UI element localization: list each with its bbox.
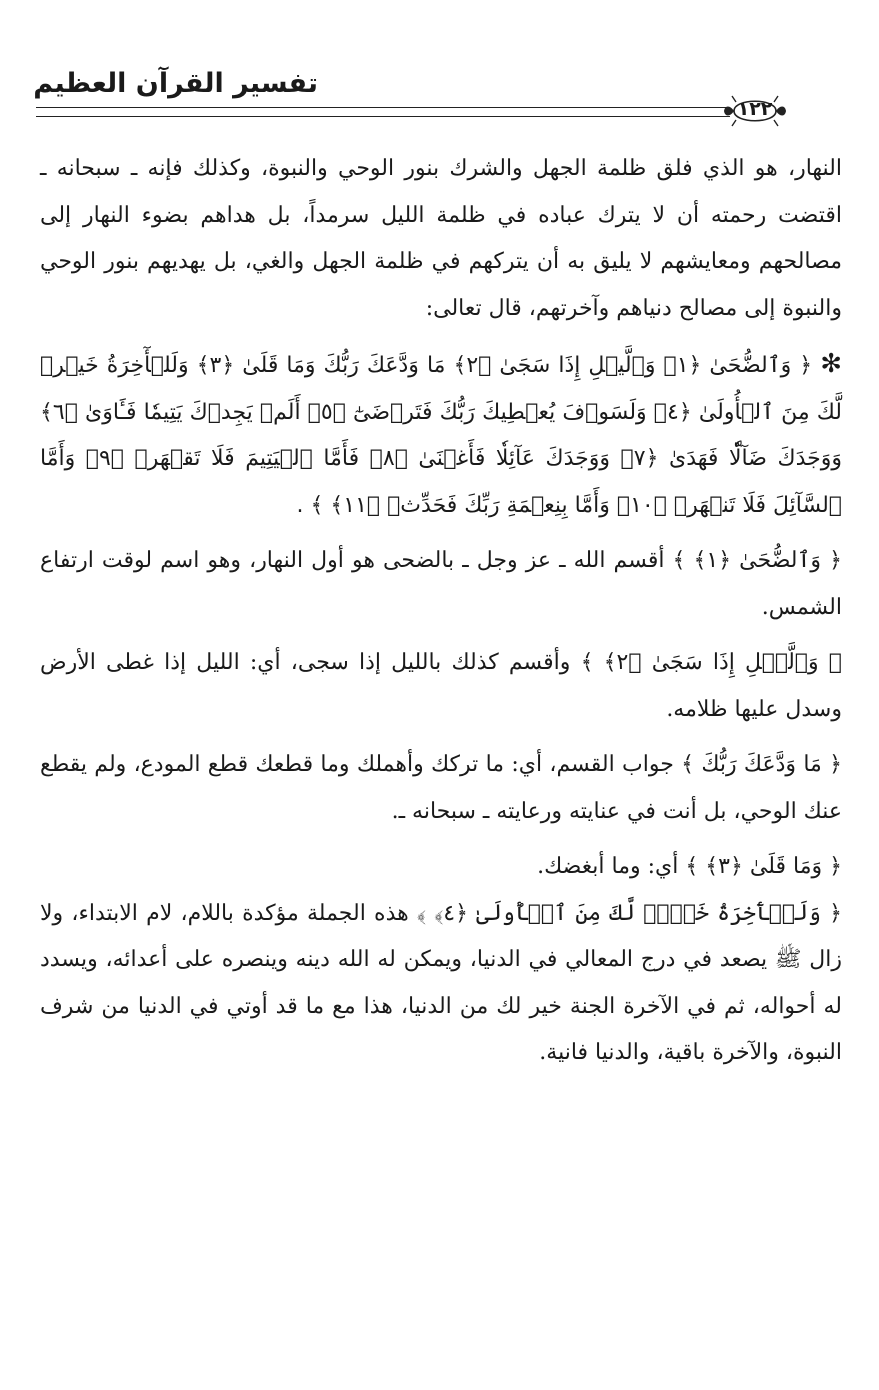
page-number: ١٢٢ xyxy=(737,98,773,120)
paragraph-intro: النهار، هو الذي فلق ظلمة الجهل والشرك بنور الوحي والنبوة، وكذلك فإنه ـ سبحانه ـ اقتضت رحمته أن لا يترك عباده في ظلمة الليل سرمداً، بل هداهم بضوء النهار إلى مصالحهم ومعايشهم لا يليق به أن يتركهم في ظلمة الجهل والغي، بل يهديهم بنور الوحي والنبوة إلى مصالح دنياهم وآخرتهم، قال تعالى: xyxy=(40,156,842,321)
paragraph-qala: ﴿ وَمَا قَلَىٰ ﴿٣﴾ ﴾ أي: وما أبغضك. xyxy=(537,854,842,879)
paragraph-wadda: ﴿ مَا وَدَّعَكَ رَبُّكَ ﴾ جواب القسم، أي: ما تركك وأهملك وما قطعك قطع المودع، ولم يقطع عنك الوحي، بل أنت في عنايته ورعايته ـ سبحانه ـ. xyxy=(40,752,842,824)
running-title: تفسير القرآن العظيم xyxy=(33,68,318,99)
quran-verse-block xyxy=(40,341,842,529)
page-body xyxy=(40,146,842,1077)
paragraph-akhira: ﴿ وَلَلۡأٓخِرَةُ خَيۡرٞ لَّكَ مِنَ ٱلۡأُولَىٰ ﴿٤﴾ ﴾ هذه الجملة مؤكدة باللام، لام الابتداء، ولا زال ﷺ يصعد في درج المعالي في الدنيا، ويمكن له الله دينه وينصره على أعدائه، ويسدد له أحواله، ثم في الآخرة الجنة خير لك من الدنيا، هذا مع ما قد أوتي في الدنيا من شرف النبوة، والآخرة باقية، والدنيا فانية. xyxy=(40,900,842,1065)
page-number-ornament xyxy=(722,92,788,130)
quran-verse-text: ﴿ وَٱلضُّحَىٰ ﴿١﴾ وَٱلَّيۡلِ إِذَا سَجَىٰ ﴿٢﴾ مَا وَدَّعَكَ رَبُّكَ وَمَا قَلَىٰ ﴿٣﴾ وَلَلۡأٓخِرَةُ خَيۡرٞ لَّكَ مِنَ ٱلۡأُولَىٰ ﴿٤﴾ وَلَسَوۡفَ يُعۡطِيكَ رَبُّكَ فَتَرۡضَىٰٓ ﴿٥﴾ أَلَمۡ يَجِدۡكَ يَتِيمٗا فَـَٔاوَىٰ ﴿٦﴾ وَوَجَدَكَ ضَآلّٗا فَهَدَىٰ ﴿٧﴾ وَوَجَدَكَ عَآئِلٗا فَأَغۡنَىٰ ﴿٨﴾ فَأَمَّا ٱلۡيَتِيمَ فَلَا تَقۡهَرۡ ﴿٩﴾ وَأَمَّا ٱلسَّآئِلَ فَلَا تَنۡهَرۡ ﴿١٠﴾ وَأَمَّا بِنِعۡمَةِ رَبِّكَ فَحَدِّثۡ ﴿١١﴾ ﴾ . xyxy=(40,353,842,518)
paragraph-layl: ﴿ وَٱلَّيۡلِ إِذَا سَجَىٰ ﴿٢﴾ ﴾ وأقسم كذلك بالليل إذا سجى، أي: الليل إذا غطى الأرض وسدل عليها ظلامه. xyxy=(40,650,842,722)
header-rule-bottom xyxy=(36,116,730,117)
paragraph-duha: ﴿ وَٱلضُّحَىٰ ﴿١﴾ ﴾ أقسم الله ـ عز وجل ـ بالضحى هو أول النهار، وهو اسم لوقت ارتفاع الشمس. xyxy=(40,548,842,620)
header-rule-top xyxy=(36,107,730,108)
star-icon: ✻ xyxy=(820,349,842,379)
